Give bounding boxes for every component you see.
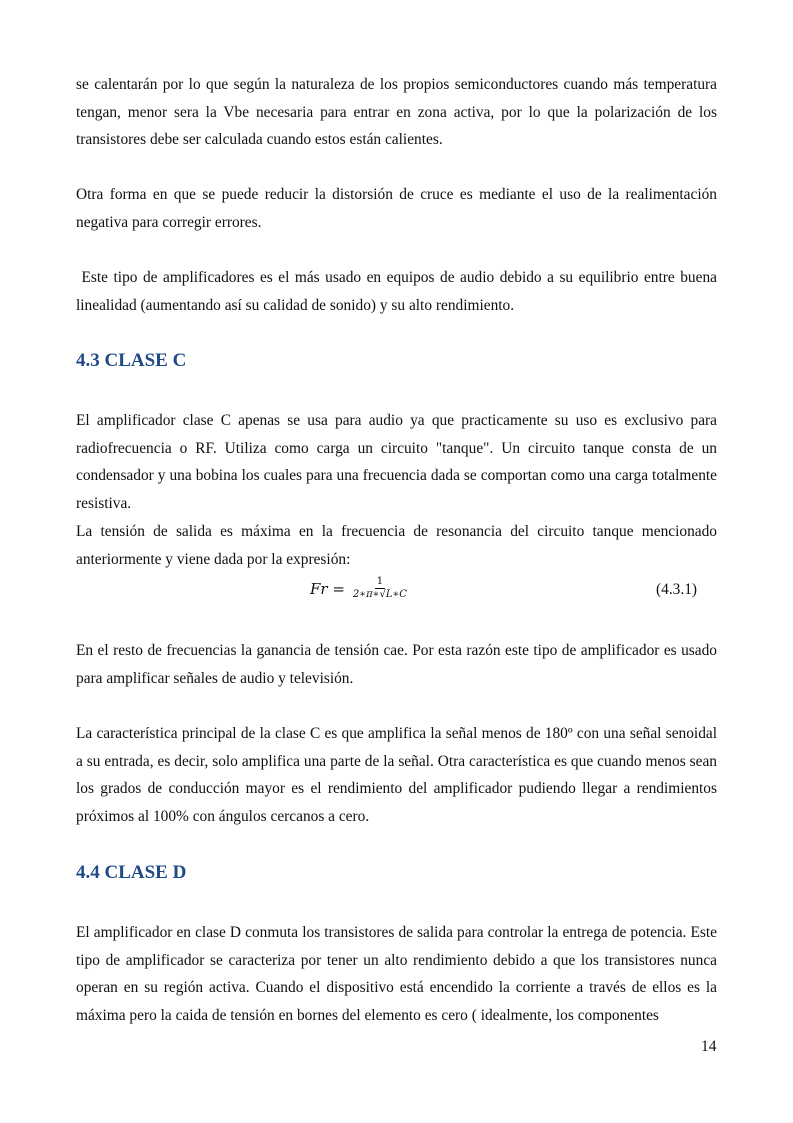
paragraph: se calentarán por lo que según la naturaleza de los propios semiconductores cuando más temperatura tengan, menor sera la Vbe necesaria para entrar en zona activa, por lo que la polarización de los transistores debe ser calculada cuando estos están calientes. xyxy=(76,76,717,149)
fraction xyxy=(353,576,407,601)
paragraph: En el resto de frecuencias la ganancia de tensión cae. Por esta razón este tipo de amplificador es usado para amplificar señales de audio y televisión. xyxy=(76,642,717,687)
paragraph: El amplificador clase C apenas se usa para audio ya que practicamente su uso es exclusivo para radiofrecuencia o RF. Utiliza como carga un circuito "tanque". Un circuito tanque consta de un condensador y una bobina los cuales para una frecuencia dada se comportan como una carga totalmente resistiva. xyxy=(76,412,717,512)
denominator: 2∗π∗√L∗C xyxy=(352,589,407,600)
paragraph: Otra forma en que se puede reducir la distorsión de cruce es mediante el uso de la realimentación negativa para corregir errores. xyxy=(76,186,717,231)
equation xyxy=(310,576,407,601)
paragraph: La tensión de salida es máxima en la frecuencia de resonancia del circuito tanque mencionado anteriormente y viene dada por la expresión: xyxy=(76,523,717,568)
equation-number: (4.3.1) xyxy=(656,581,698,598)
numerator: 1 xyxy=(376,576,384,587)
paragraph: Este tipo de amplificadores es el más usado en equipos de audio debido a su equilibrio entre buena linealidad (aumentando así su calidad de sonido) y su alto rendimiento. xyxy=(76,269,721,314)
paragraph: El amplificador en clase D conmuta los transistores de salida para controlar la entrega de potencia. Este tipo de amplificador se caracteriza por tener un alto rendimiento debido a que los transistores nunca operan en su región activa. Cuando el dispositivo está encendido la corriente a través de ellos es la máxima pero la caida de tensión en bornes del elemento es cero ( idealmente, los componentes xyxy=(76,924,717,1024)
section-heading: 4.4 CLASE D xyxy=(76,862,187,883)
page-number: 14 xyxy=(701,1038,717,1055)
equation-lhs: Fr = xyxy=(310,579,345,598)
section-heading: 4.3 CLASE C xyxy=(76,350,187,371)
paragraph: La característica principal de la clase C es que amplifica la señal menos de 180º con una señal senoidal a su entrada, es decir, solo amplifica una parte de la señal. Otra característica es que cuando menos sean los grados de conducción mayor es el rendimiento del amplificador pudiendo llegar a rendimientos próximos al 100% con ángulos cercanos a cero. xyxy=(76,725,717,825)
